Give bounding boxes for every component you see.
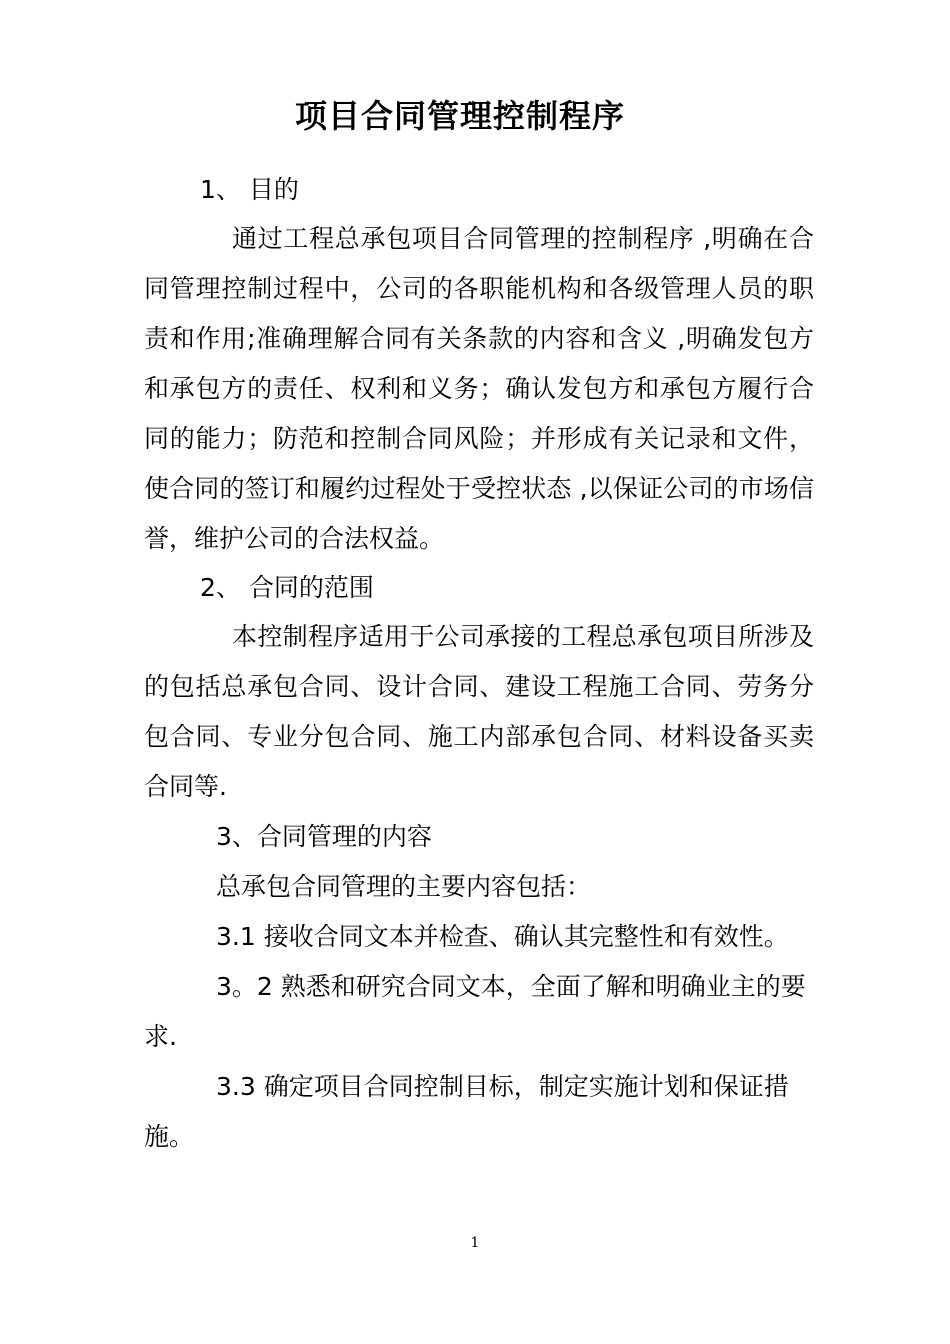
list-item-3-1: 3.1 接收合同文本并检查、确认其完整性和有效性。	[216, 922, 789, 951]
section-3-intro: 总承包合同管理的主要内容包括：	[216, 872, 592, 901]
document-title: 项目合同管理控制程序	[294, 97, 625, 135]
section-1-heading: 1、 目的	[200, 175, 299, 204]
section-2-body: 本控制程序适用于公司承接的工程总承包项目所涉及的包括总承包合同、设计合同、建设工程施工合同、劳务分包合同、专业分包合同、施工内部承包合同、材料设备买卖合同等.	[144, 622, 814, 801]
section-2-heading: 2、 合同的范围	[200, 573, 374, 602]
section-3-heading: 3、合同管理的内容	[216, 822, 432, 851]
list-item-3-3: 3.3 确定项目合同控制目标，制定实施计划和保证措施。	[144, 1072, 789, 1151]
page-number: 1	[470, 1235, 480, 1251]
section-1-body: 通过工程总承包项目合同管理的控制程序 ,明确在合同管理控制过程中，公司的各职能机构和各级管理人员的职责和作用;准确理解合同有关条款的内容和含义 ,明确发包方和承包方的责任、权利和义务；确认发包方和承包方履行合同的能力；防范和控制合同风险；并形成有关记录和文件，使合同的签订和履约过程处于受控状态 ,以保证公司的市场信誉，维护公司的合法权益。	[144, 224, 814, 553]
list-item-3-2: 3。2 熟悉和研究合同文本，全面了解和明确业主的要求.	[144, 972, 806, 1051]
